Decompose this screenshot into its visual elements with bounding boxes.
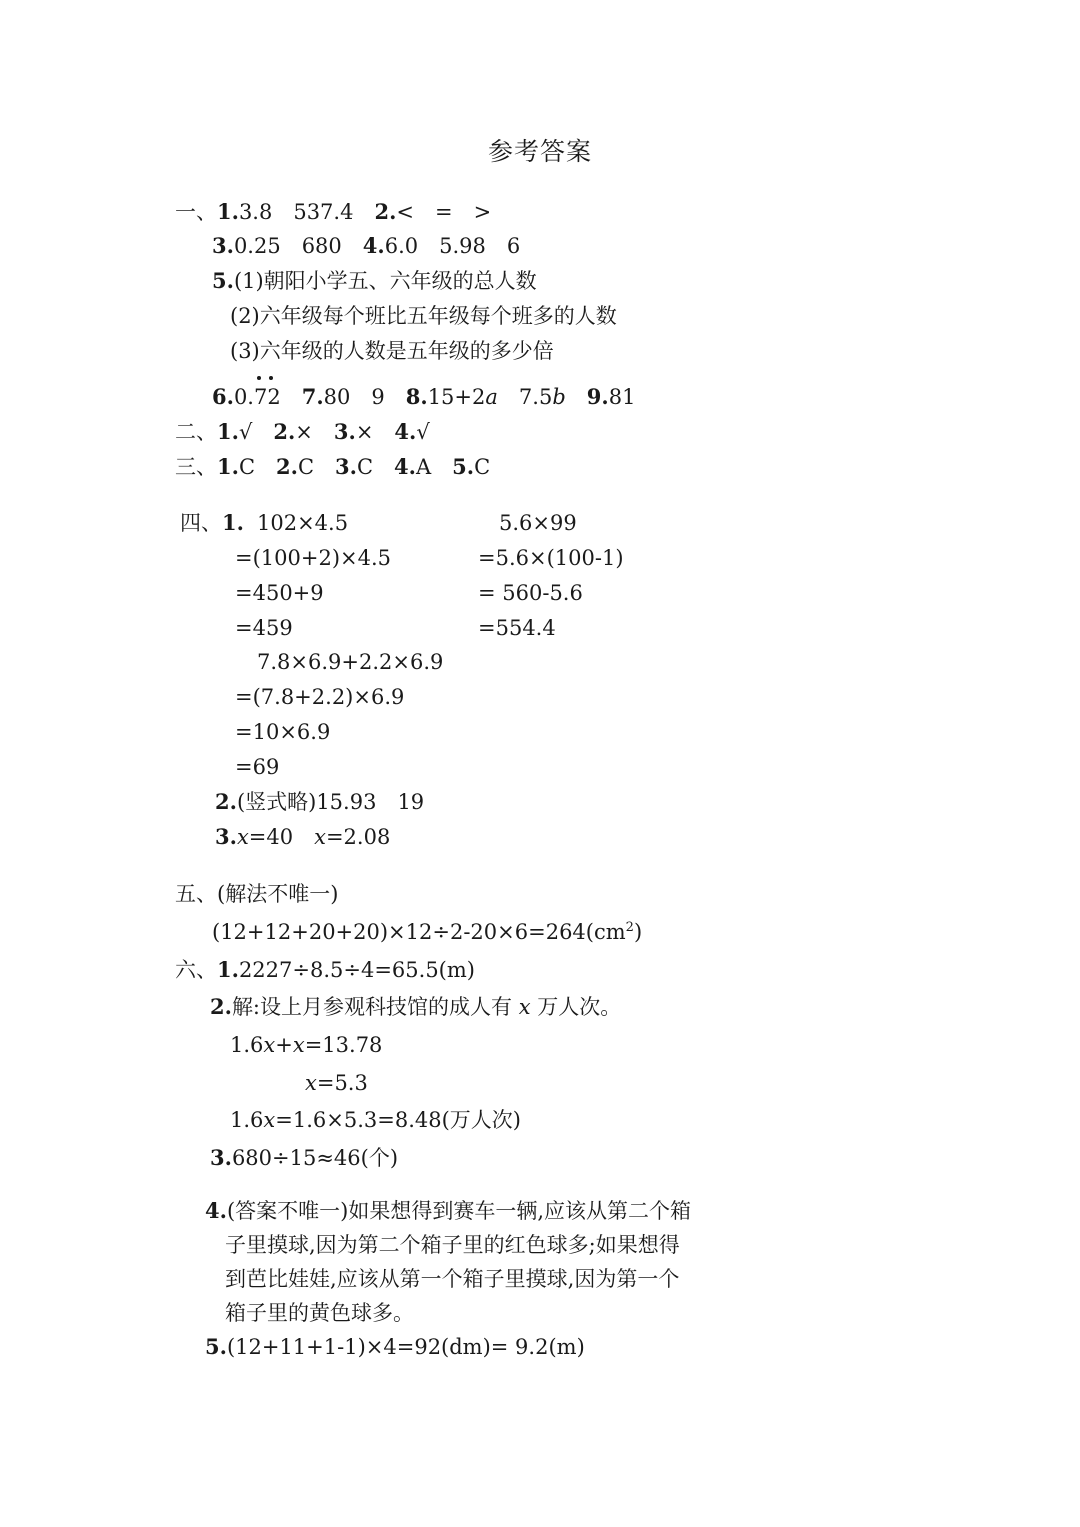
calc-3-line-3: =10×6.9: [235, 720, 331, 744]
section-1-line-2: [212, 232, 520, 260]
answer-text: 3.8 537.4: [238, 200, 354, 224]
section-2-line: 二、1.√ 2.× 3.× 4.√: [175, 419, 430, 444]
repeat-dot-icon: [269, 376, 273, 380]
section-1-line-6: 6.0. 72 7.80 9 8.15+2a 7.5b 9.81: [212, 383, 635, 411]
calc-3-line-2: =(7.8+2.2)×6.9: [235, 685, 405, 709]
q-number: 9.: [586, 384, 609, 409]
section-5-heading: 五、(解法不唯一): [175, 882, 339, 906]
calc-2-line-1: 5.6×99: [499, 511, 577, 535]
answer-text: (竖式略)15.93 19: [236, 790, 425, 814]
calc-3-line-4: =69: [235, 755, 280, 779]
calc-1-line-4: =459: [235, 616, 293, 640]
equation-line-2: x=5.3: [305, 1071, 368, 1095]
section-6-q4-line-3: 到芭比娃娃,应该从第一个箱子里摸球,因为第一个: [225, 1267, 680, 1291]
section-6-q2: 2.解:设上月参观科技馆的成人有 x 万人次。: [210, 994, 622, 1019]
q-number: 7.: [301, 384, 324, 409]
section-5-line: $(12+12+20+20)\times 12\div 2-20\times 6=264(cm^2)$: [212, 920, 643, 944]
q-number: 6.: [212, 384, 234, 409]
calc-2-line-2: =5.6×(100-1): [478, 546, 624, 570]
calc-1-line-1: 102×4.5: [257, 511, 349, 535]
calc-3-line-1: 7.8×6.9+2.2×6.9: [257, 650, 444, 674]
equation-line-1: 1.6x+x=13.78: [230, 1033, 383, 1057]
q-number: 1.: [217, 957, 239, 982]
q-number: 3.: [210, 1145, 232, 1170]
section-6-q4-line-4: 箱子里的黄色球多。: [225, 1301, 414, 1325]
q-number: 4.: [205, 1198, 227, 1223]
section-4-heading-line: [180, 509, 244, 537]
section-6-heading: 六、: [175, 958, 217, 982]
section-1-line-5: (3)六年级的人数是五年级的多少倍: [230, 339, 554, 363]
section-6-q4-line-1: 4.(答案不唯一)如果想得到赛车一辆,应该从第二个箱: [205, 1198, 691, 1223]
section-6-q5: 5.(12+11+1-1)×4=92(dm)= 9.2(m): [205, 1334, 585, 1359]
page-title: 参考答案: [488, 137, 593, 166]
section-1-heading: 一、: [175, 200, 217, 224]
answer-text: 6.0 5.98 6: [384, 234, 521, 258]
calc-1-line-3: =450+9: [235, 581, 324, 605]
section-1-line-4: (2)六年级每个班比五年级每个班多的人数: [230, 304, 617, 328]
q-number: 3.: [212, 233, 234, 258]
section-4-q3: 3.x=40 x=2.08: [215, 824, 391, 849]
equation-line-3: 1.6x=1.6×5.3=8.48(万人次): [230, 1108, 521, 1132]
calc-1-line-2: =(100+2)×4.5: [235, 546, 392, 570]
q-number: 8.: [405, 384, 428, 409]
answer-text: 0.25 680: [233, 234, 342, 258]
answer-text: < = >: [396, 200, 492, 224]
repeat-dot-icon: [257, 376, 261, 380]
q-number: 1.: [222, 510, 244, 535]
q-number: 1.: [217, 199, 239, 224]
q-number: 5.: [205, 1334, 227, 1359]
section-6-q3: 3.680÷15≈46(个): [210, 1145, 399, 1170]
superscript: 2: [625, 920, 634, 935]
section-1-line-1: [175, 198, 491, 226]
section-1-line-3: [212, 267, 537, 295]
section-2-heading: 二、: [175, 420, 217, 444]
q-number: 4.: [362, 233, 385, 258]
section-6-q1: 六、1.2227÷8.5÷4=65.5(m): [175, 957, 475, 982]
calc-2-line-3: = 560-5.6: [478, 581, 583, 605]
section-4-heading: 四、: [180, 511, 222, 535]
section-3-line: 三、1.C 2.C 3.C 4.A 5.C: [175, 454, 491, 479]
answer-text: (1)朝阳小学五、六年级的总人数: [233, 269, 537, 293]
section-3-heading: 三、: [175, 455, 217, 479]
q-number: 2.: [210, 994, 232, 1019]
q-number: 3.: [215, 824, 237, 849]
calc-2-line-4: =554.4: [478, 616, 556, 640]
q-number: 5.: [212, 268, 234, 293]
q-number: 2.: [374, 199, 397, 224]
repeating-decimal: 72: [254, 383, 281, 411]
q-number: 2.: [215, 789, 237, 814]
section-6-q4-line-2: 子里摸球,因为第二个箱子里的红色球多;如果想得: [225, 1233, 680, 1257]
section-4-q2: [215, 788, 424, 816]
